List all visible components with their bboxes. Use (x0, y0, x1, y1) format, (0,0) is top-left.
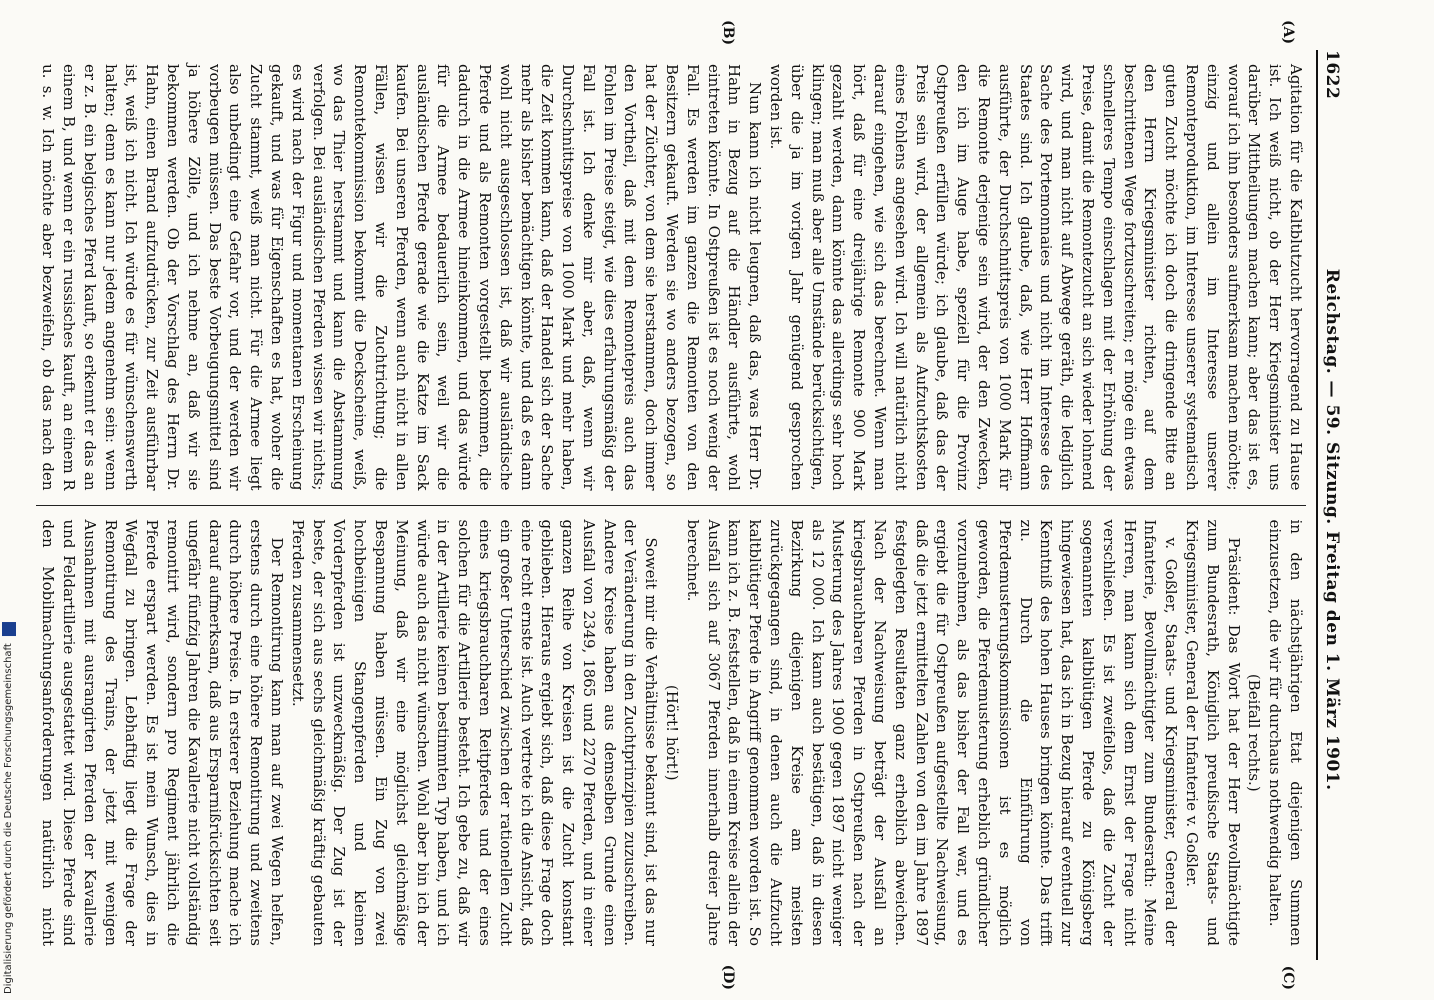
document-page (12, 10, 1392, 1000)
credit-text: Digitalisierung gefördert durch die Deutsche Forschungsgemeinschaft (3, 643, 14, 994)
interjection: (Hört! hört!) (663, 684, 682, 781)
paragraph: Der Remontirung kann man auf zwei Wegen helfen, erstens durch eine höhere Remontirung und zweitens durch höhere Preise. In ersterer Beziehung mache ich darauf aufmerksam, daß aus Ersparnißrücksichten seit ungefähr fünfzig Jahren die Kavallerie nicht vollständig remontirt wird, sondern pro Regiment jährlich die Pferde erspart werden. Es ist mein Wunsch, dies in Wegfall zu bringen. Lebhaftig liegt die Frage der Remontirung des Trains, der jetzt mit wenigen Ausnahmen mit ausrangirten Pferden der Kavallerie und Feldartillerie ausgestattet wird. Diese Pferde sind den Mobilmachungsanforderungen natürlich nicht (39, 519, 286, 946)
margin-marker-c: (C) (1280, 965, 1296, 990)
margin-marker-b: (B) (720, 20, 736, 46)
margin-marker-a: (A) (1280, 20, 1296, 45)
paragraph: in den nächstjährigen Etat diejenigen Summen einzusetzen, die wir für durchaus nothwendig halten. (1266, 519, 1305, 946)
digitization-credit (2, 622, 16, 994)
paragraph: Soweit mir die Verhältnisse bekannt sind, ist das nur der Veränderung in den Zuchtprinzipien zuzuschreiben. Andere Kreise haben aus demselben Grunde einen Ausfall von 2349, 1865 und 2270 Pferden, und in einer ganzen Reihe von Kreisen ist die Zucht konstant geblieben. Hieraus ergiebt sich, daß diese Frage doch eine recht ernste ist. Auch vertrete ich die Ansicht, daß ein großer Unterschied zwischen der rationellen Zucht eines kriegsbrauchbaren Reitpferdes und der eines solchen für die Artillerie besteht. Ich gebe zu, daß wir in der Artillerie keinen bestimmten Typ haben, und ich würde auch das nicht wünschen. Wohl aber bin ich der Meinung, daß wir eine möglichst gleichmäßige Bespannung haben müssen. Ein Zug von zwei hochbeinigen Stangenpferden und kleinen Vorderpferden ist unzweckmäßig. Der Zug ist der beste, der sich aus sechs gleichmäßig kräftig gebauten Pferden zusammensetzt. (288, 519, 661, 946)
paragraph: Präsident: Das Wort hat der Herr Bevollmächtigte zum Bundesrath, Königlich preußische Staats- und Kriegsminister, General der Infanterie v. Goßler. (1183, 519, 1243, 946)
interjection: (Beifall rechts.) (1245, 673, 1264, 792)
page-header (1316, 50, 1362, 960)
page-title: Reichstag. — 59. Sitzung. Freitag den 1. März 1901. (1322, 268, 1342, 791)
page-number: 1622 (1322, 50, 1342, 100)
left-column (36, 50, 1306, 505)
text-columns (36, 20, 1306, 990)
paragraph: v. Goßler, Staats- und Kriegsminister, General der Infanterie, Bevollmächtigter zum Bundesrath: Meine Herren, man kann sich dem Ernst der Frage nicht verschließen. Es ist zweifellos, daß die Zucht der sogenannten kaltblütigen Pferde zu Königsberg hingewiesen hat, das ich in Bezug hierauf eventuell zur Kenntniß des hohen Hauses bringen könnte. Das trifft zu. Durch die Einführung von Pferdemusterungskommissionen ist es möglich geworden, die Pferdemusterung erheblich gründlicher vorzunehmen, als das bisher der Fall war, und es ergiebt die für Ostpreußen aufgestellte Nachweisung, daß die jetzt ermittelten Zahlen von den im Jahre 1897 festgelegten Resultaten ganz erheblich abweichen. Nach der Nachweisung beträgt der Ausfall an kriegsbrauchbaren Pferden in Ostpreußen nach der Musterung des Jahres 1900 gegen 1897 nicht weniger als 12 000. Ich kann auch bestätigen, daß in diesen Bezirkung diejenigen Kreise am meisten zurückgegangen sind, in denen auch die Aufzucht kaltblütiger Pferde in Angriff genommen worden ist. So kann ich z. B. feststellen, daß in einem Kreise allein der Ausfall sich auf 3067 Pferden innerhalb dreier Jahre berechnet. (683, 519, 1181, 946)
margin-marker-d: (D) (720, 964, 736, 990)
paragraph: Agitation für die Kaltblutzucht hervorragend zu Hause ist. Ich weiß nicht, ob der Herr Kriegsminister uns darüber Mittheilungen machen kann; aber das ist es, worauf ich ihn besonders aufmerksam machen möchte; einzig und allein im Interesse unserer Remonteproduktion, im Interesse unserer systematisch guten Zucht möchte ich doch die dringende Bitte an den Herrn Kriegsminister richten, auf dem beschrittenen Wege fortzuschreiten; er möge ein etwas schnelleres Tempo einschlagen mit der Erhöhung der Preise, damit die Remontezucht an sich wieder lohnend wird, und man nicht auf Abwege geräth, die lediglich Sache des Portemonnaies und nicht im Interesse des Staates sind. Ich glaube, daß, wie Herr Hoffmann ausführte, der Durchschnittspreis von 1000 Mark für die Remonte derjenige sein wird, der den Zwecken, den ich im Auge habe, speziell für die Provinz Ostpreußen erfüllen würde; ich glaube, daß das der Preis sein wird, der allgemein als Aufzuchtskosten eines Fohlens angesehen wird. Ich will natürlich nicht darauf eingehen, wie sich das berechnet. Wenn man hört, daß für eine dreijährige Remonte 900 Mark gezahlt werden, dann könnte das allerdings sehr hoch klingen; man muß aber alle Umstände berücksichtigen, über die ja im vorigen Jahr genügend gesprochen worden ist. (767, 64, 1305, 491)
right-column (36, 506, 1306, 961)
dfg-logo-icon (2, 622, 16, 636)
paragraph: Nun kann ich nicht leugnen, daß das, was Herr Dr. Hahn in Bezug auf die Händler ausführte, wohl eintreten könnte. In Ostpreußen ist es noch wenig der Fall. Es werden im ganzen die Remonten von den Besitzern gekauft. Werden sie wo anders bezogen, so hat der Züchter, von dem sie herstammen, doch immer den Vortheil, daß mit dem Remontepreis auch das Fohlen im Preise steigt, wie dies erfahrungsmäßig der Fall ist. Ich denke mir aber, daß, wenn wir Durchschnittspreise von 1000 Mark und mehr haben, die Zeit kommen kann, daß der Handel sich der Sache mehr als bisher bemächtigen könnte, und daß es dann wohl nicht ausgeschlossen ist, daß wir ausländische Pferde und als Remonten vorgestellt bekommen, die dadurch in die Armee hineinkommen, und das würde für die Armee bedauerlich sein, weil wir die ausländischen Pferde gerade wie die Katze im Sack kaufen. Bei unseren Pferden, wenn auch nicht in allen Fällen, wissen wir die Zuchtrichtung; die Remontekommission bekommt die Deckscheine, weiß, wo das Thier herstammt und kann die Abstammung verfolgen. Bei ausländischen Pferden wissen wir nichts; es wird nach der Figur und momentanen Erscheinung gekauft, und was für Eigenschaften es hat, woher die Zucht stammt, weiß man nicht. Für die Armee liegt also unbedingt eine Gefahr vor, und der werden wir vorbeugen müssen. Das beste Vorbeugungsmittel sind ja höhere Zölle, und ich nehme an, daß wir sie bekommen werden. Ob der Vorschlag des Herrn Dr. Hahn, einen Brand aufzudrücken, zur Zeit ausführbar ist, weiß ich nicht. Ich würde es für wünschenswerth halten; denn es kann nur jedem angenehm sein: wenn er z. B. ein belgisches Pferd kauft, so erkennt er das an einem B, und wenn er ein russisches kauft, an einem R u. s. w. Ich möchte aber bezweifeln, ob das nach den (39, 64, 765, 491)
